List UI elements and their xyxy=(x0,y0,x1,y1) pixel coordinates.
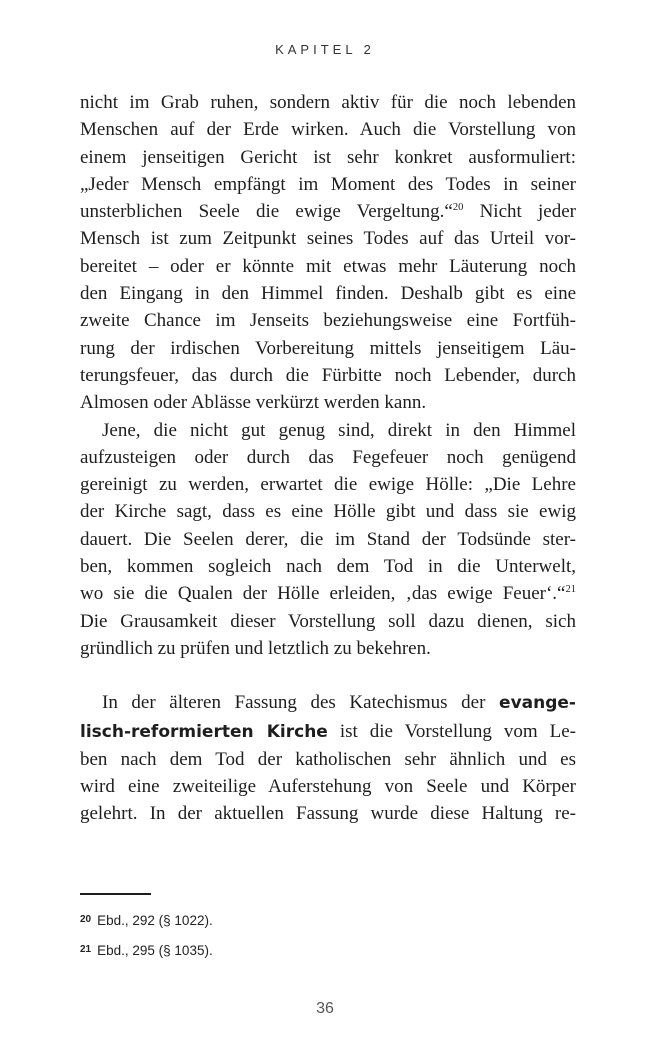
text-line: Jene, die nicht gut genug sind, direkt in den Himmel xyxy=(102,419,576,441)
footnote-number: 20 xyxy=(80,914,92,925)
text-line: Menschen auf der Erde wirken. Auch die Vorstellung von xyxy=(80,119,576,141)
text-segment: unsterblichen Seele die ewige Vergeltung.“ xyxy=(80,201,453,223)
text-line xyxy=(80,689,576,717)
body-text xyxy=(80,89,576,828)
text-segment: Nicht jeder xyxy=(463,201,576,223)
page-number: 36 xyxy=(316,1000,334,1017)
emphasis-text: evange- xyxy=(499,693,576,714)
footnote-text: Ebd., 295 (§ 1035). xyxy=(97,943,213,958)
footnote-20 xyxy=(80,909,576,939)
text-line: gründlich zu prüfen und letztlich zu bekehren. xyxy=(80,637,431,659)
text-line xyxy=(80,718,576,746)
text-line: den Eingang in den Himmel finden. Deshalb gibt es eine xyxy=(80,283,576,305)
text-line: wird eine zweiteilige Auferstehung von Seele und Körper xyxy=(80,776,576,798)
text-line: terungsfeuer, das durch die Fürbitte noch Lebender, durch xyxy=(80,364,576,386)
text-segment: wo sie die Qualen der Hölle erleiden, ‚das ewige Feuer‘.“ xyxy=(80,583,566,605)
text-line: aufzusteigen oder durch das Fegefeuer noch genügend xyxy=(80,446,576,468)
text-segment: ist die Vorstellung vom Le- xyxy=(327,720,576,742)
text-line: ben nach dem Tod der katholischen sehr ähnlich und es xyxy=(80,748,576,770)
footnote-text: Ebd., 292 (§ 1022). xyxy=(97,913,213,928)
footnote-21 xyxy=(80,939,576,969)
text-line: dauert. Die Seelen derer, die im Stand der Todsünde ster- xyxy=(80,528,576,550)
footnote-number: 21 xyxy=(80,944,92,955)
text-line: gereinigt zu werden, erwartet die ewige Hölle: „Die Lehre xyxy=(80,474,576,496)
text-line: nicht im Grab ruhen, sondern aktiv für die noch lebenden xyxy=(80,92,576,113)
text-line: gelehrt. In der aktuellen Fassung wurde diese Haltung re- xyxy=(80,803,576,825)
text-line: der Kirche sagt, dass es eine Hölle gibt und dass sie ewig xyxy=(80,501,576,523)
text-line: zweite Chance im Jenseits beziehungsweise eine Fortfüh- xyxy=(80,310,576,332)
text-line: Die Grausamkeit dieser Vorstellung soll dazu dienen, sich xyxy=(80,610,576,632)
footnote-reference-21[interactable]: 21 xyxy=(565,584,576,596)
text-line: bereitet – oder er könnte mit etwas mehr Läuterung noch xyxy=(80,255,576,277)
footnotes xyxy=(80,909,576,969)
footnote-divider xyxy=(80,893,151,895)
text-line xyxy=(80,580,576,607)
emphasis-text: lisch-reformierten Kirche xyxy=(80,721,328,742)
text-line: Mensch ist zum Zeitpunkt seines Todes auf das Urteil vor- xyxy=(80,228,576,250)
footnote-reference-20[interactable]: 20 xyxy=(452,202,464,214)
text-line: einem jenseitigen Gericht ist sehr konkret ausformuliert: xyxy=(80,146,576,168)
running-head: KAPITEL 2 xyxy=(275,42,375,57)
text-line xyxy=(80,198,576,225)
text-line: „Jeder Mensch empfängt im Moment des Todes in seiner xyxy=(80,173,576,195)
text-line: Almosen oder Ablässe verkürzt werden kann. xyxy=(80,392,427,414)
section-gap xyxy=(80,662,576,689)
text-line: rung der irdischen Vorbereitung mittels jenseitigem Läu- xyxy=(80,337,576,359)
text-line: ben, kommen sogleich nach dem Tod in die Unterwelt, xyxy=(80,556,576,578)
text-segment: In der älteren Fassung des Katechismus der xyxy=(102,692,500,714)
